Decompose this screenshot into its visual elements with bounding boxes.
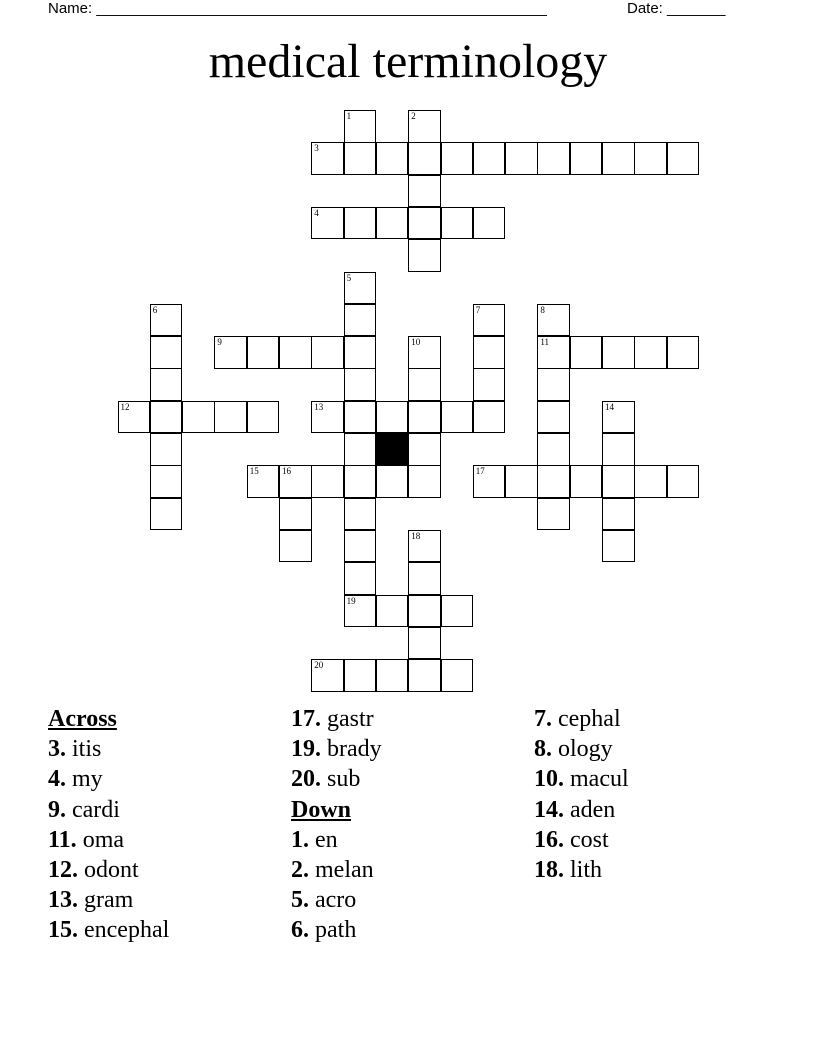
grid-cell[interactable] bbox=[570, 142, 603, 175]
clue-number-label: 1. bbox=[291, 826, 309, 853]
clue-number-label: 10. bbox=[534, 766, 564, 793]
name-field: Name: ______________________________________________________ bbox=[48, 0, 547, 17]
clue-number: 16 bbox=[282, 466, 291, 477]
grid-cell[interactable] bbox=[247, 465, 280, 498]
grid-cell[interactable] bbox=[247, 336, 280, 369]
grid-cell[interactable] bbox=[408, 207, 441, 240]
clue-number-label: 2. bbox=[291, 857, 309, 884]
grid-cell[interactable] bbox=[473, 336, 506, 369]
clue-item bbox=[48, 915, 169, 945]
clue-number: 4 bbox=[314, 207, 319, 218]
clue-number-label: 4. bbox=[48, 766, 66, 793]
clue-number: 11 bbox=[540, 337, 550, 348]
grid-cell[interactable] bbox=[602, 433, 635, 466]
clue-number-label: 18. bbox=[534, 857, 564, 884]
clue-item bbox=[291, 825, 382, 855]
grid-cell[interactable] bbox=[537, 401, 570, 434]
clue-number: 19 bbox=[346, 595, 356, 606]
grid-cell[interactable] bbox=[344, 465, 377, 498]
grid-cell[interactable] bbox=[602, 498, 635, 531]
clue-number-label: 16. bbox=[534, 826, 564, 853]
grid-cell[interactable] bbox=[344, 304, 377, 337]
clue-text: gastr bbox=[321, 706, 374, 732]
clue-text: encephal bbox=[78, 917, 170, 944]
grid-cell[interactable] bbox=[537, 498, 570, 531]
grid-cell[interactable] bbox=[408, 142, 441, 175]
grid-cell[interactable] bbox=[376, 401, 409, 434]
grid-cell[interactable] bbox=[311, 336, 344, 369]
black-square bbox=[376, 433, 409, 466]
grid-cell[interactable] bbox=[376, 465, 409, 498]
clue-number-label: 13. bbox=[48, 887, 78, 914]
grid-cell[interactable] bbox=[344, 562, 377, 595]
grid-cell[interactable] bbox=[376, 207, 409, 240]
clue-item bbox=[48, 734, 169, 764]
clue-item bbox=[534, 855, 629, 885]
grid-cell[interactable] bbox=[667, 142, 700, 175]
grid-cell[interactable] bbox=[473, 142, 506, 175]
grid-cell[interactable] bbox=[344, 142, 377, 175]
grid-cell[interactable] bbox=[473, 304, 506, 337]
clue-item bbox=[291, 734, 382, 764]
grid-cell[interactable] bbox=[505, 465, 538, 498]
grid-cell[interactable] bbox=[311, 401, 344, 434]
clue-number: 18 bbox=[411, 530, 421, 541]
grid-cell[interactable] bbox=[344, 207, 377, 240]
grid-cell[interactable] bbox=[602, 401, 635, 434]
clue-item bbox=[291, 855, 382, 885]
clue-heading: Down bbox=[291, 796, 352, 823]
grid-cell[interactable] bbox=[537, 433, 570, 466]
clue-item bbox=[534, 734, 629, 764]
clue-number: 3 bbox=[314, 143, 319, 154]
grid-cell[interactable] bbox=[376, 142, 409, 175]
grid-cell[interactable] bbox=[344, 272, 377, 305]
clue-number-label: 14. bbox=[534, 796, 564, 823]
clue-number: 20 bbox=[314, 660, 324, 671]
clue-item bbox=[534, 764, 629, 794]
grid-cell[interactable] bbox=[537, 368, 570, 401]
clue-item bbox=[48, 764, 169, 794]
grid-cell[interactable] bbox=[118, 401, 151, 434]
clue-text: itis bbox=[66, 736, 102, 763]
grid-cell[interactable] bbox=[150, 368, 183, 401]
clue-number: 13 bbox=[314, 401, 324, 412]
grid-cell[interactable] bbox=[537, 304, 570, 337]
clue-number: 15 bbox=[249, 466, 259, 477]
clue-text: melan bbox=[309, 857, 374, 884]
grid-cell[interactable] bbox=[279, 530, 312, 563]
clue-text: cost bbox=[564, 826, 609, 853]
clue-heading: Across bbox=[48, 706, 117, 732]
grid-cell[interactable] bbox=[634, 336, 667, 369]
clue-number: 12 bbox=[120, 401, 130, 412]
clue-item bbox=[534, 825, 629, 855]
grid-cell[interactable] bbox=[344, 110, 377, 143]
clue-number-label: 8. bbox=[534, 736, 552, 763]
clue-number-label: 20. bbox=[291, 766, 321, 793]
grid-cell[interactable] bbox=[408, 627, 441, 660]
grid-cell[interactable] bbox=[344, 530, 377, 563]
clue-number-label: 9. bbox=[48, 796, 66, 823]
clue-text: aden bbox=[564, 796, 616, 823]
grid-cell[interactable] bbox=[537, 465, 570, 498]
grid-cell[interactable] bbox=[344, 336, 377, 369]
clue-number: 9 bbox=[217, 337, 222, 348]
clue-number: 8 bbox=[540, 304, 545, 315]
grid-cell[interactable] bbox=[505, 142, 538, 175]
grid-cell[interactable] bbox=[473, 465, 506, 498]
clue-item bbox=[48, 825, 169, 855]
grid-cell[interactable] bbox=[408, 401, 441, 434]
grid-cell[interactable] bbox=[570, 336, 603, 369]
grid-cell[interactable] bbox=[150, 465, 183, 498]
grid-cell[interactable] bbox=[634, 142, 667, 175]
clue-number: 7 bbox=[475, 304, 481, 315]
clue-number-label: 19. bbox=[291, 736, 321, 763]
grid-cell[interactable] bbox=[473, 368, 506, 401]
clue-number: 5 bbox=[346, 272, 352, 283]
grid-cell[interactable] bbox=[441, 401, 474, 434]
grid-cell[interactable] bbox=[602, 465, 635, 498]
clue-text: cephal bbox=[552, 706, 621, 732]
clue-item bbox=[48, 795, 169, 825]
clue-text: gram bbox=[78, 887, 134, 914]
grid-cell[interactable] bbox=[344, 659, 377, 692]
grid-cell[interactable] bbox=[441, 142, 474, 175]
grid-cell[interactable] bbox=[247, 401, 280, 434]
grid-cell[interactable] bbox=[408, 368, 441, 401]
clue-item bbox=[48, 855, 169, 885]
grid-cell[interactable] bbox=[150, 498, 183, 531]
grid-cell[interactable] bbox=[602, 530, 635, 563]
grid-cell[interactable] bbox=[473, 207, 506, 240]
grid-cell[interactable] bbox=[441, 595, 474, 628]
clue-number: 10 bbox=[411, 337, 421, 348]
clue-number: 14 bbox=[605, 401, 614, 412]
grid-cell[interactable] bbox=[150, 336, 183, 369]
clue-number-label: 7. bbox=[534, 706, 552, 732]
grid-cell[interactable] bbox=[634, 465, 667, 498]
clue-text: ology bbox=[552, 736, 613, 763]
clue-number: 1 bbox=[346, 111, 352, 121]
grid-cell[interactable] bbox=[279, 336, 312, 369]
date-field: Date: _______ bbox=[627, 0, 726, 17]
grid-cell[interactable] bbox=[376, 595, 409, 628]
clue-text: path bbox=[309, 917, 357, 944]
grid-cell[interactable] bbox=[311, 659, 344, 692]
grid-cell[interactable] bbox=[408, 433, 441, 466]
grid-cell[interactable] bbox=[537, 336, 570, 369]
clue-text: oma bbox=[76, 826, 125, 853]
grid-cell[interactable] bbox=[344, 401, 377, 434]
grid-cell[interactable] bbox=[473, 401, 506, 434]
clue-number-label: 17. bbox=[291, 706, 321, 732]
clue-text: macul bbox=[564, 766, 629, 793]
grid-cell[interactable] bbox=[344, 498, 377, 531]
clue-text: sub bbox=[321, 766, 361, 793]
grid-cell[interactable] bbox=[150, 433, 183, 466]
clue-column-3 bbox=[534, 704, 629, 885]
clue-item bbox=[534, 704, 629, 734]
grid-cell[interactable] bbox=[537, 142, 570, 175]
clue-column-2 bbox=[291, 704, 382, 946]
clue-item bbox=[291, 764, 382, 794]
grid-cell[interactable] bbox=[376, 659, 409, 692]
grid-cell[interactable] bbox=[570, 465, 603, 498]
grid-cell[interactable] bbox=[408, 595, 441, 628]
grid-cell[interactable] bbox=[602, 336, 635, 369]
grid-cell[interactable] bbox=[441, 659, 474, 692]
grid-cell[interactable] bbox=[408, 659, 441, 692]
grid-cell[interactable] bbox=[344, 368, 377, 401]
grid-cell[interactable] bbox=[214, 401, 247, 434]
grid-cell[interactable] bbox=[408, 562, 441, 595]
grid-cell[interactable] bbox=[408, 530, 441, 563]
clue-number-label: 3. bbox=[48, 736, 66, 763]
grid-cell[interactable] bbox=[408, 465, 441, 498]
grid-cell[interactable] bbox=[182, 401, 215, 434]
clue-number-label: 5. bbox=[291, 887, 309, 914]
grid-cell[interactable] bbox=[602, 142, 635, 175]
clue-text: cardi bbox=[66, 796, 120, 823]
clue-column-1 bbox=[48, 704, 169, 946]
grid-cell[interactable] bbox=[150, 304, 183, 337]
clue-number-label: 15. bbox=[48, 917, 78, 944]
clue-item bbox=[534, 795, 629, 825]
grid-cell[interactable] bbox=[311, 142, 344, 175]
grid-cell[interactable] bbox=[408, 110, 441, 143]
clue-text: lith bbox=[564, 857, 603, 884]
clue-number: 2 bbox=[411, 111, 416, 121]
grid-cell[interactable] bbox=[667, 336, 700, 369]
clue-text: brady bbox=[321, 736, 382, 763]
grid-cell[interactable] bbox=[214, 336, 247, 369]
clue-item bbox=[291, 704, 382, 734]
clue-number-label: 12. bbox=[48, 857, 78, 884]
grid-cell[interactable] bbox=[150, 401, 183, 434]
grid-cell[interactable] bbox=[279, 498, 312, 531]
clue-item bbox=[291, 915, 382, 945]
grid-cell[interactable] bbox=[408, 175, 441, 208]
grid-cell[interactable] bbox=[344, 595, 377, 628]
clue-number-label: 6. bbox=[291, 917, 309, 944]
grid-cell[interactable] bbox=[408, 239, 441, 272]
grid-cell[interactable] bbox=[667, 465, 700, 498]
grid-cell[interactable] bbox=[408, 336, 441, 369]
clue-item bbox=[291, 885, 382, 915]
grid-cell[interactable] bbox=[311, 465, 344, 498]
clue-number: 17 bbox=[475, 466, 485, 477]
clue-text: acro bbox=[309, 887, 357, 914]
grid-cell[interactable] bbox=[311, 207, 344, 240]
clue-text: en bbox=[309, 826, 338, 853]
page-title: medical terminology bbox=[208, 35, 608, 88]
grid-cell[interactable] bbox=[279, 465, 312, 498]
grid-cell[interactable] bbox=[344, 433, 377, 466]
grid-cell[interactable] bbox=[441, 207, 474, 240]
clue-item bbox=[48, 885, 169, 915]
clue-text: my bbox=[66, 766, 103, 793]
clue-number: 6 bbox=[152, 304, 158, 315]
clue-text: odont bbox=[78, 857, 139, 884]
clue-number-label: 11. bbox=[48, 826, 77, 853]
